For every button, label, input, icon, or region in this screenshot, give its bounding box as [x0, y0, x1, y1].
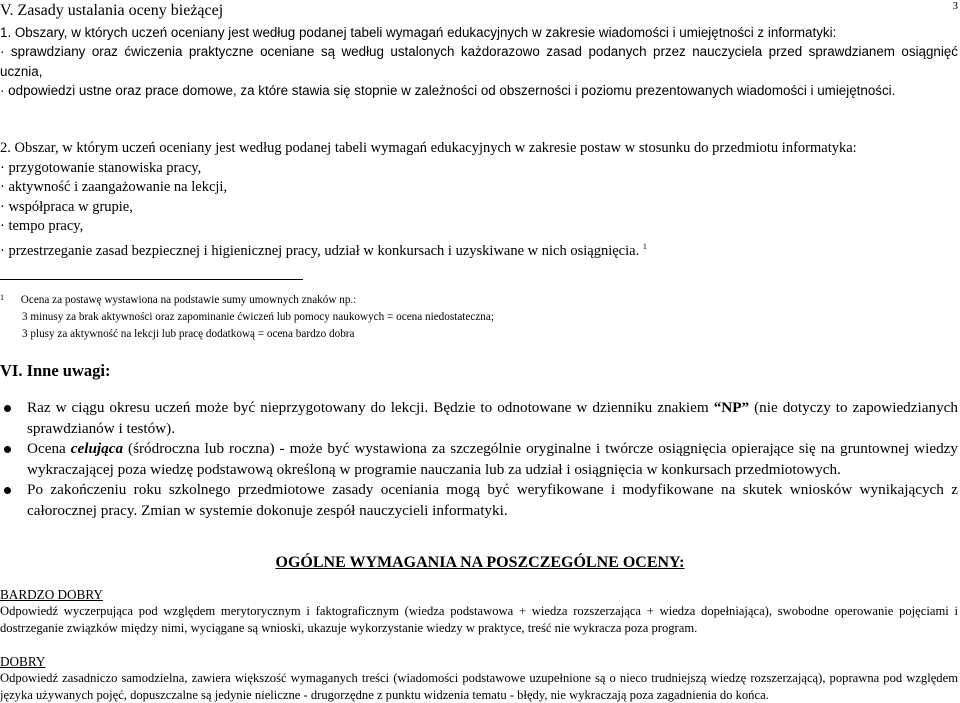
- page-number: 3: [952, 0, 958, 12]
- item2-point-4: · tempo pracy,: [0, 218, 84, 234]
- footnote-line-1: Ocena za postawę wystawiona na podstawie sumy umownych znaków np.:: [20, 294, 357, 306]
- footnote-number: 1: [0, 293, 4, 302]
- np-mark: “NP”: [713, 399, 750, 416]
- list-item: [0, 439, 958, 480]
- item2-point-3: · współpraca w grupie,: [0, 198, 133, 215]
- grade-block-1: [0, 587, 958, 636]
- item2-point-5-text: · przestrzeganie zasad bezpiecznej i higienicznej pracy, udział w konkursach i uzyskiwane w nich osiągnięcia.: [0, 242, 640, 259]
- section-vi-list: [0, 398, 958, 521]
- footnote-divider: [0, 279, 303, 280]
- bullet1-text-b: (nie dotyczy to zapowiedzianych sprawdzianów i testów).: [27, 399, 958, 437]
- footnote-line-2: 3 minusy za brak aktywności oraz zapominanie ćwiczeń lub pomocy naukowych = ocena niedostateczna;: [22, 311, 494, 323]
- bullet-icon: [4, 446, 11, 453]
- grade-name: BARDZO DOBRY: [0, 587, 103, 602]
- item2-intro: 2. Obszar, w którym uczeń oceniany jest według podanej tabeli wymagań edukacyjnych w zakresie postaw w stosunku do przedmiotu informatyka:: [0, 140, 857, 156]
- general-requirements-title: OGÓLNE WYMAGANIA NA POSZCZEGÓLNE OCENY:: [275, 554, 685, 571]
- footnote-ref: 1: [642, 241, 647, 251]
- grade-name: DOBRY: [0, 654, 46, 669]
- section-v-item1: [0, 23, 958, 101]
- item2-point-1: · przygotowanie stanowiska pracy,: [0, 159, 202, 176]
- bullet1-text-a: Raz w ciągu okresu uczeń może być nieprzygotowany do lekcji. Będzie to odnotowane w dzienniku znakiem: [27, 399, 714, 416]
- item2-point-2: · aktywność i zaangażowanie na lekcji,: [0, 179, 228, 195]
- item1-point-2: · odpowiedzi ustne oraz prace domowe, za które stawia się stopnie w zależności od obszerności i poziomu prezentowanych wiadomości i umiejętności.: [0, 83, 896, 99]
- list-item: [0, 480, 958, 521]
- grade-description: Odpowiedź zasadniczo samodzielna, zawiera większość wymaganych treści (wiadomości podstawowe uzupełnione są o nieco trudniejszą wiedzę rozszerzającą), poprawna pod względem języka używanych pojęć, dopuszczalne są jedynie nieliczne - drugorzędne z punktu widzenia tematu - błędy, nie wykraczają poza zagadnienia do końca.: [0, 671, 958, 702]
- bullet2-text-b: (śródroczna lub roczna) - może być wystawiona za szczególnie oryginalne i twórcze osiągnięcia opierające się na gruntownej wiedzy wykraczającej poza wiedzę podstawową określoną w programie nauczania lub za udział i osiągnięcia w konkursach przedmiotowych.: [27, 440, 958, 478]
- bullet-icon: [4, 487, 11, 494]
- item1-point-1: · sprawdziany oraz ćwiczenia praktyczne oceniane są według ustalonych każdorazowo zasad podanych przez nauczyciela przed sprawdzianem osiągnięć ucznia,: [0, 44, 958, 79]
- grade-description: Odpowiedź wyczerpująca pod względem merytorycznym i faktograficznym (wiedza podstawowa + wiedza rozszerzająca + wiedza dopełniająca), swobodne operowanie pojęciami i dostrzeganie związków między nimi, wyciągane są wnioski, ukazuje wykorzystanie wiedzy w praktyce, treść nie wykracza poza program.: [0, 604, 958, 635]
- bullet2-text-a: Ocena: [27, 440, 71, 457]
- footnote: [0, 289, 958, 343]
- bullet-icon: [4, 405, 11, 412]
- list-item: [0, 398, 958, 439]
- grade-block-2: [0, 654, 958, 703]
- item2-point-5: [0, 237, 958, 262]
- footnote-line-3: 3 plusy za aktywność na lekcji lub pracę dodatkową = ocena bardzo dobra: [22, 328, 355, 340]
- bullet2-emphasis: celująca: [70, 440, 124, 457]
- item1-intro: 1. Obszary, w których uczeń oceniany jest według podanej tabeli wymagań edukacyjnych w zakresie wiadomości i umiejętności z informatyki:: [0, 25, 837, 40]
- section-v-item2: [0, 139, 958, 261]
- section-v-title: V. Zasady ustalania oceny bieżącej: [0, 2, 224, 19]
- section-vi-title: VI. Inne uwagi:: [0, 361, 111, 380]
- bullet3-text: Po zakończeniu roku szkolnego przedmiotowe zasady oceniania mogą być weryfikowane i modyfikowane na skutek wniosków wynikających z całorocznej pracy. Zmian w systemie dokonuje zespół nauczycieli informatyki.: [27, 481, 958, 519]
